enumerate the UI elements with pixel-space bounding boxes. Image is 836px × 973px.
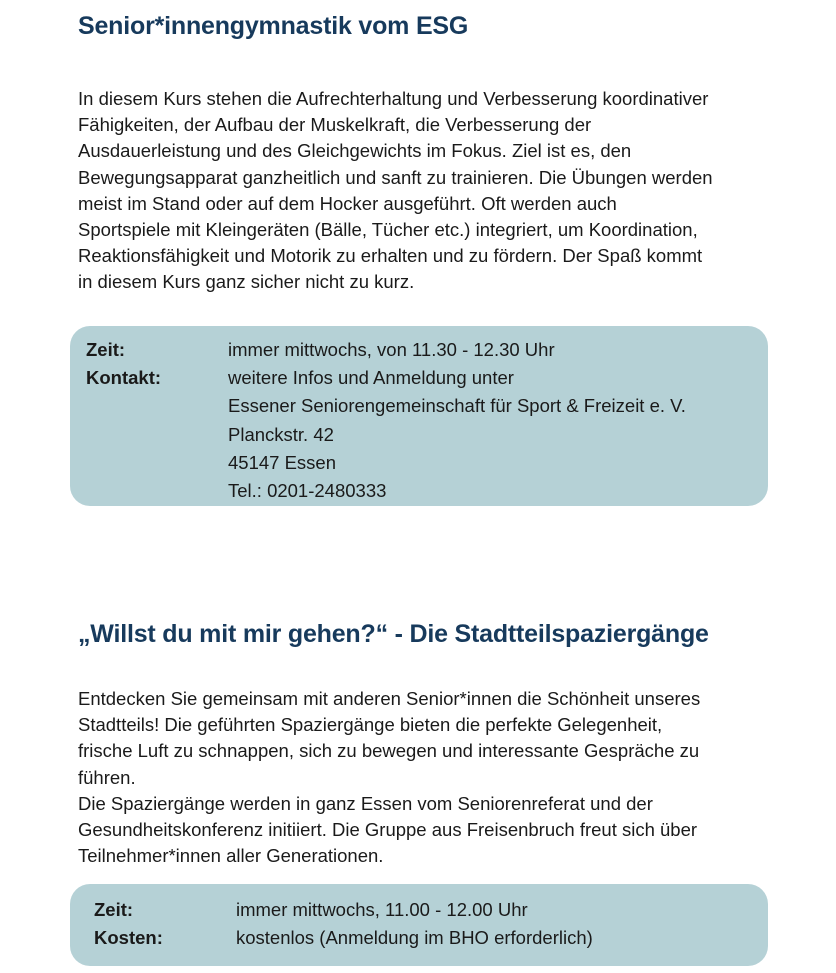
paragraph-line: Reaktionsfähigkeit und Motorik zu erhalten und zu fördern. Der Spaß kommt bbox=[78, 245, 703, 267]
kontakt-line: weitere Infos und Anmeldung unter bbox=[228, 367, 514, 389]
paragraph-line: Sportspiele mit Kleingeräten (Bälle, Tücher etc.) integriert, um Koordination, bbox=[78, 219, 698, 241]
paragraph-line: In diesem Kurs stehen die Aufrechterhaltung und Verbesserung koordinativer bbox=[78, 88, 709, 109]
info-value-kontakt bbox=[228, 364, 686, 505]
info-row-zeit bbox=[86, 336, 686, 364]
paragraph-line: Fähigkeiten, der Aufbau der Muskelkraft, die Verbesserung der bbox=[78, 114, 592, 136]
info-label-kontakt: Kontakt: bbox=[86, 367, 162, 389]
info-value-kosten: kostenlos (Anmeldung im BHO erforderlich) bbox=[236, 927, 593, 949]
paragraph-line: in diesem Kurs ganz sicher nicht zu kurz. bbox=[78, 271, 415, 293]
info-box-spaziergaenge bbox=[70, 884, 768, 966]
info-row-kontakt bbox=[86, 364, 686, 505]
kontakt-city: 45147 Essen bbox=[228, 451, 337, 473]
info-label-zeit: Zeit: bbox=[94, 899, 134, 920]
info-row-zeit bbox=[94, 896, 593, 924]
paragraph-line: meist im Stand oder auf dem Hocker ausgeführt. Oft werden auch bbox=[78, 192, 617, 214]
paragraph-line: Bewegungsapparat ganzheitlich und sanft zu trainieren. Die Übungen werden bbox=[78, 166, 713, 188]
paragraph-line: Teilnehmer*innen aller Generationen. bbox=[78, 845, 384, 867]
info-value-zeit: immer mittwochs, 11.00 - 12.00 Uhr bbox=[236, 899, 528, 920]
info-label-zeit: Zeit: bbox=[86, 339, 126, 360]
kontakt-phone: Tel.: 0201-2480333 bbox=[228, 480, 387, 502]
description-gymnastik bbox=[78, 86, 778, 296]
paragraph-line: Stadtteils! Die geführten Spaziergänge bieten die perfekte Gelegenheit, bbox=[78, 714, 663, 736]
section-title-spaziergaenge: „Willst du mit mir gehen?“ - Die Stadtteilspaziergänge bbox=[78, 620, 709, 648]
paragraph-line: Gesundheitskonferenz initiiert. Die Gruppe aus Freisenbruch freut sich über bbox=[78, 819, 698, 841]
paragraph-line: Ausdauerleistung und des Gleichgewichts im Fokus. Ziel ist es, den bbox=[78, 140, 632, 162]
kontakt-organisation: Essener Seniorengemeinschaft für Sport & Freizeit e. V. bbox=[228, 395, 686, 417]
info-value-zeit: immer mittwochs, von 11.30 - 12.30 Uhr bbox=[228, 339, 555, 360]
section-title-gymnastik: Senior*innengymnastik vom ESG bbox=[78, 12, 469, 40]
paragraph-line: Entdecken Sie gemeinsam mit anderen Senior*innen die Schönheit unseres bbox=[78, 688, 701, 709]
kontakt-street: Planckstr. 42 bbox=[228, 423, 334, 445]
section-spaziergaenge bbox=[78, 620, 778, 649]
paragraph-line: Die Spaziergänge werden in ganz Essen vom Seniorenreferat und der bbox=[78, 792, 653, 814]
paragraph-line: führen. bbox=[78, 766, 136, 788]
info-box-gymnastik bbox=[70, 326, 768, 506]
info-row-kosten bbox=[94, 924, 593, 952]
description-spaziergaenge bbox=[78, 686, 778, 869]
info-label-kosten: Kosten: bbox=[94, 927, 163, 949]
paragraph-line: frische Luft zu schnappen, sich zu bewegen und interessante Gespräche zu bbox=[78, 740, 700, 762]
section-gymnastik bbox=[78, 12, 778, 41]
